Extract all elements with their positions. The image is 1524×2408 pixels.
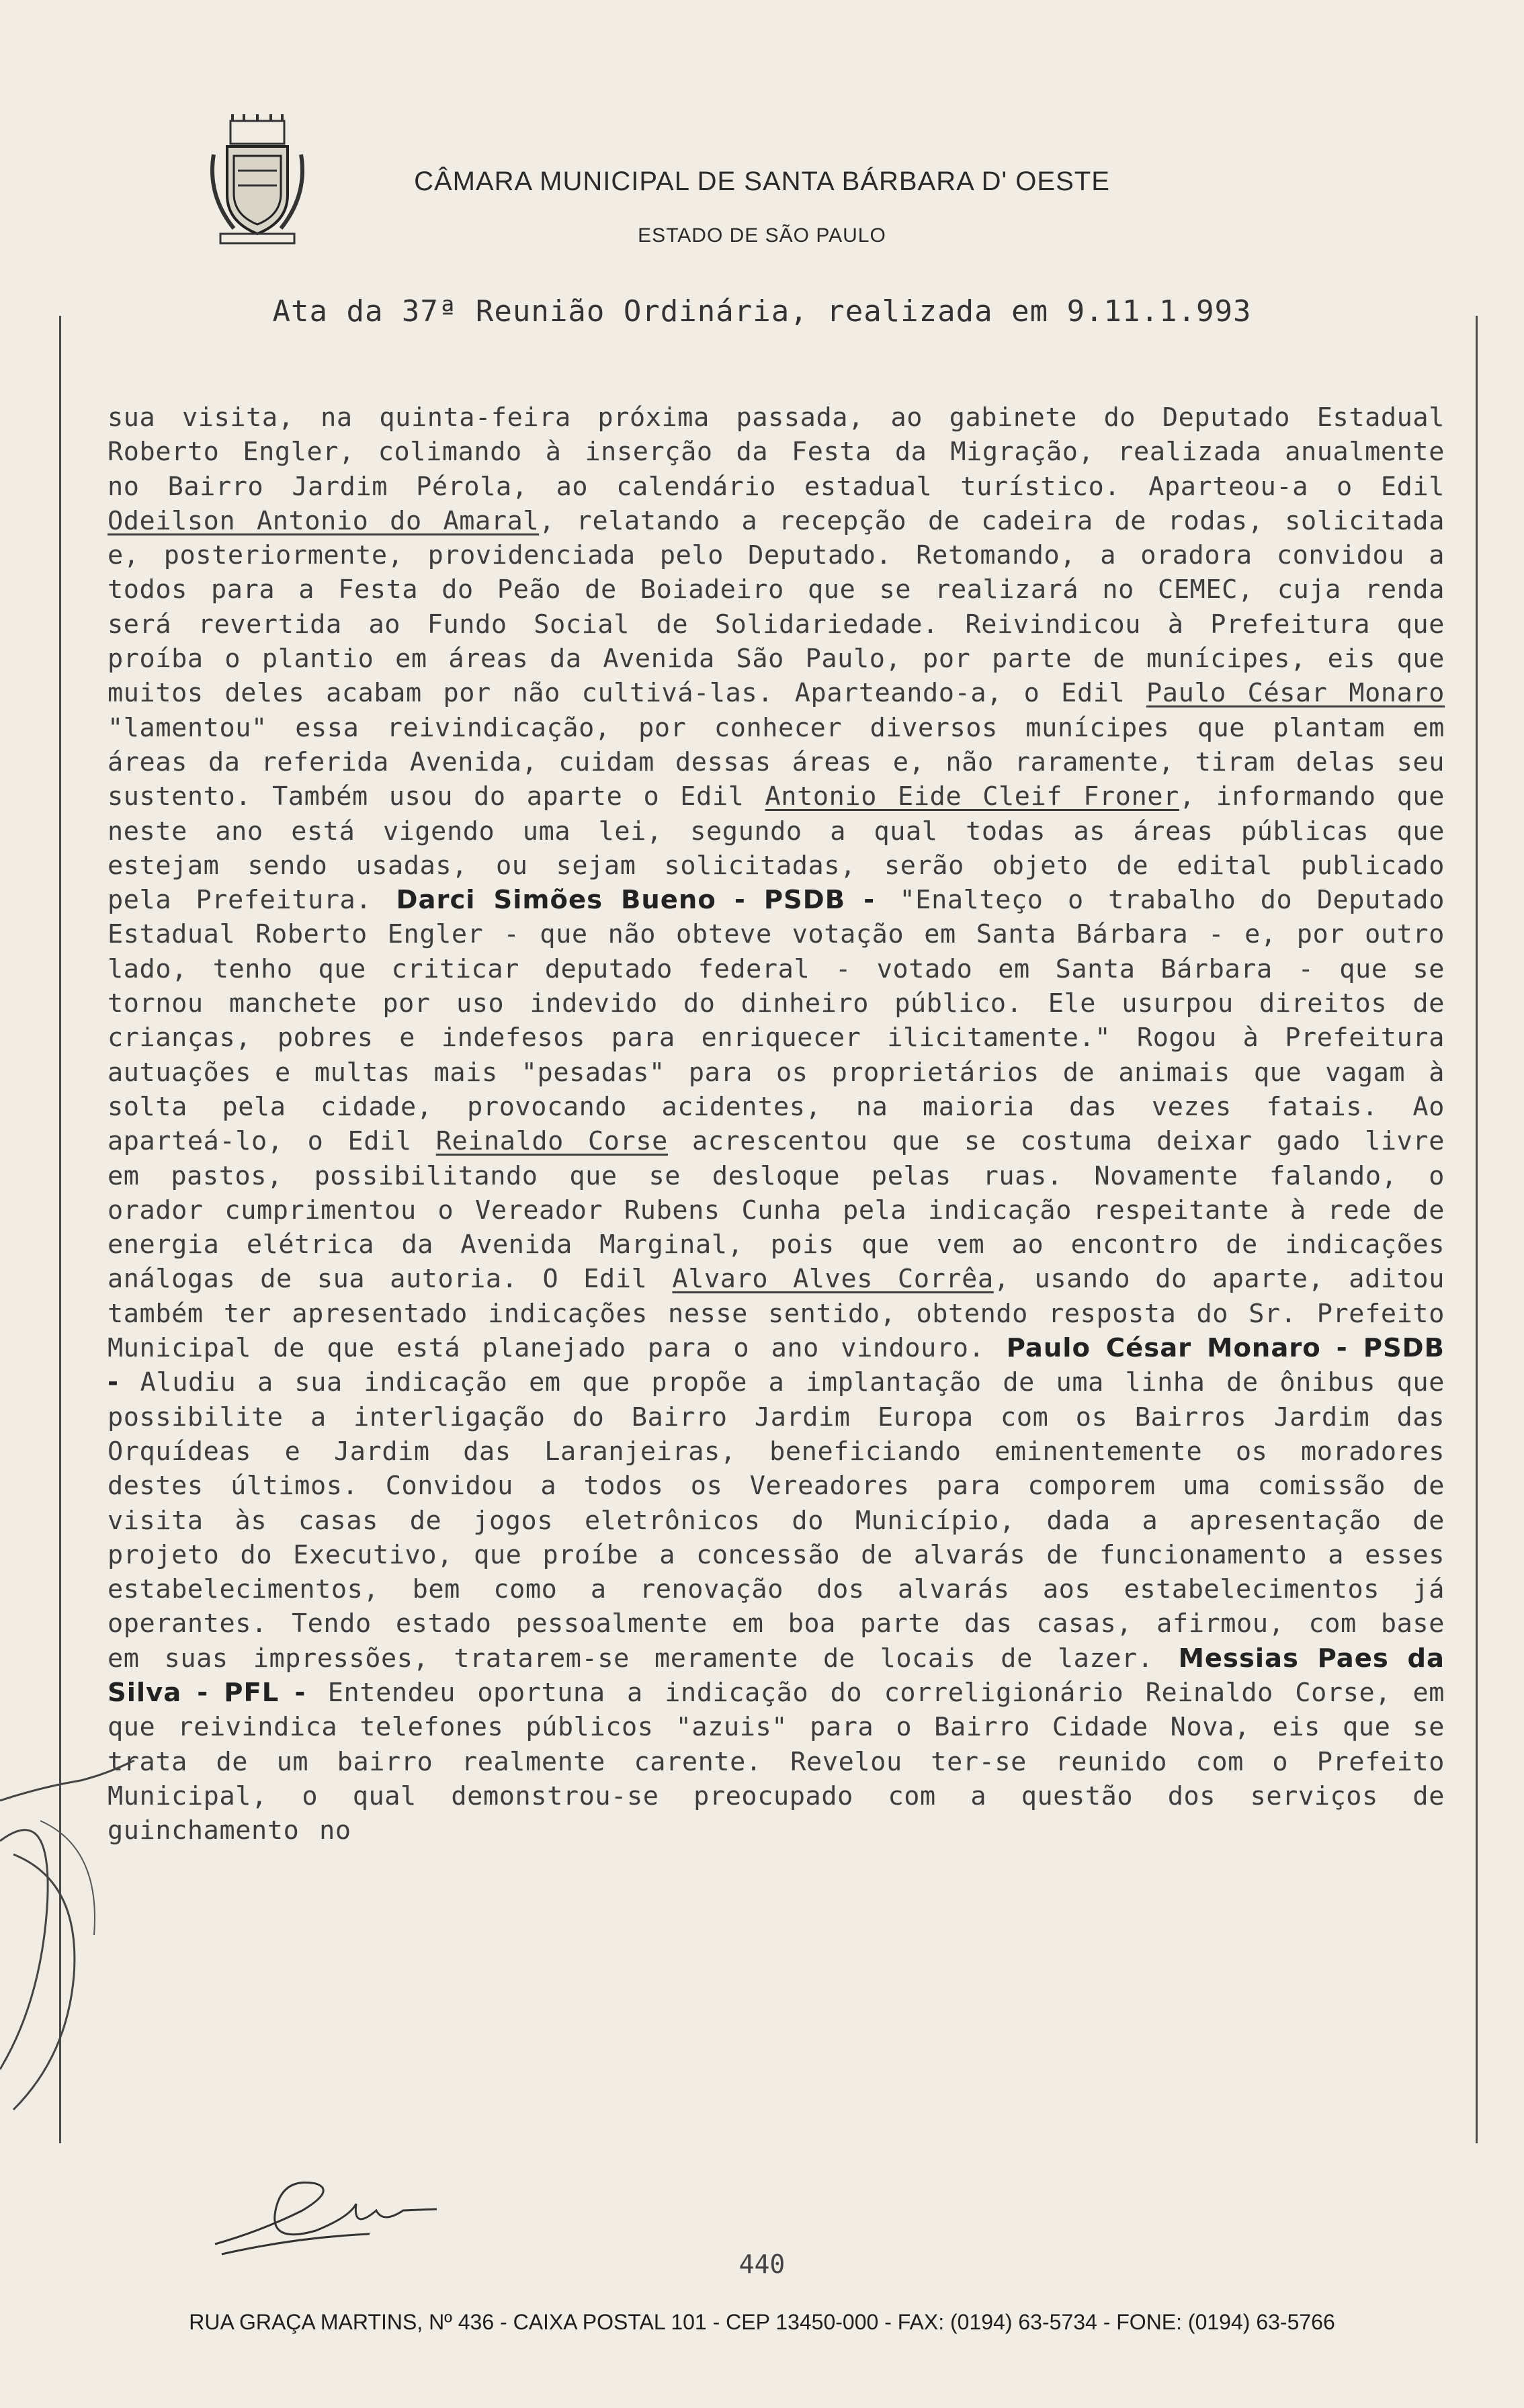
page-number: 440 — [738, 2249, 786, 2279]
minutes-body — [108, 400, 1445, 1848]
institution-name: CÂMARA MUNICIPAL DE SANTA BÁRBARA D' OESTE — [414, 167, 1110, 196]
margin-handwritten-initials — [0, 1760, 175, 2231]
right-margin-rule — [1476, 316, 1478, 2143]
speaker-heading: Paulo César Monaro - PSDB - — [108, 1333, 1445, 1398]
state-name: ESTADO DE SÃO PAULO — [638, 224, 886, 247]
body-text-segment: "Enalteço o trabalho do Deputado Estadual Roberto Engler - que não obteve votação em Santa Bárbara - e, por outro lado, tenho que criticar deputado federal - votado em Santa Bárbara - que se tornou manchete por uso indevido do dinheiro público. Ele usurpou direitos de crianças, pobres e indefesos para enriquecer ilicitamente." Rogou à Prefeitura autuações e multas mais "pesadas" para os proprietários de animais que vagam à solta pela cidade, provocando acidentes, na maioria das vezes fatais. Ao aparteá-lo, o Edil — [108, 885, 1445, 1157]
body-text-segment: , relatando a recepção de cadeira de rodas, solicitada e, posteriormente, providenciada pelo Deputado. Retomando, a oradora convidou a todos para a Festa do Peão de Boiadeiro que se realizará no CEMEC, cuja renda será revertida ao Fundo Social de Solidariedade. Reivindicou à Prefeitura que proíba o plantio em áreas da Avenida São Paulo, por parte de munícipes, eis que muitos deles acabam por não cultivá-las. Aparteando-a, o Edil — [108, 505, 1445, 709]
councilor-name: Odeilson Antonio do Amaral — [108, 505, 540, 536]
body-text-segment: Aludiu a sua indicação em que propõe a implantação de uma linha de ônibus que possibilite a interligação do Bairro Jardim Europa com os Bairros Jardim das Orquídeas e Jardim das Laranjeiras, beneficiando eminentemente os moradores destes últimos. Convidou a todos os Vereadores para comporem uma comissão de visita às casas de jogos eletrônicos do Município, dada a apresentação de projeto do Executivo, que proíbe a concessão de alvarás de funcionamento a esses estabelecimentos, bem como a renovação dos alvarás aos estabelecimentos já operantes. Tendo estado pessoalmente em boa parte das casas, afirmou, com base em suas impressões, tratarem-se meramente de locais de lazer. — [108, 1367, 1445, 1674]
councilor-name: Reinaldo Corse — [435, 1126, 668, 1157]
councilor-name: Antonio Eide Cleif Froner — [765, 781, 1179, 812]
footer-address: RUA GRAÇA MARTINS, Nº 436 - CAIXA POSTAL 101 - CEP 13450-000 - FAX: (0194) 63-5734 - FONE: (0194) 63-5766 — [189, 2310, 1335, 2334]
meeting-title: Ata da 37ª Reunião Ordinária, realizada em 9.11.1.993 — [272, 294, 1252, 329]
body-text-segment: , informando que neste ano está vigendo uma lei, segundo a qual todas as áreas públicas que estejam sendo usadas, ou sejam solicitadas, serão objeto de edital publicado pela Prefeitura. — [108, 781, 1445, 916]
speaker-heading: Messias Paes da Silva - PFL - — [108, 1643, 1445, 1708]
body-text-segment: sua visita, na quinta-feira próxima passada, ao gabinete do Deputado Estadual Roberto Engler, colimando à inserção da Festa da Migração, realizada anualmente no Bairro Jardim Pérola, ao calendário estadual turístico. Aparteou-a o Edil — [108, 402, 1445, 502]
body-text-segment: "lamentou" essa reivindicação, por conhecer diversos munícipes que plantam em áreas da referida Avenida, cuidam dessas áreas e, não raramente, tiram delas seu sustento. Também usou do aparte o Edil — [108, 712, 1445, 812]
body-text-segment: , usando do aparte, aditou também ter apresentado indicações nesse sentido, obtendo resposta do Sr. Prefeito Municipal de que está planejado para o ano vindouro. — [108, 1264, 1445, 1364]
speaker-heading: Darci Simões Bueno - PSDB - — [396, 885, 876, 916]
councilor-name: Alvaro Alves Corrêa — [672, 1264, 994, 1295]
councilor-name: Paulo César Monaro — [1146, 678, 1445, 709]
body-text-segment: Entendeu oportuna a indicação do correligionário Reinaldo Corse, em que reivindica telefones públicos "azuis" para o Bairro Cidade Nova, eis que se trata de um bairro realmente carente. Revelou ter-se reunido com o Prefeito Municipal, o qual demonstrou-se preocupado com a questão dos serviços de guinchamento no — [108, 1677, 1445, 1846]
body-text-segment: acrescentou que se costuma deixar gado livre em pastos, possibilitando que se desloque pelas ruas. Novamente falando, o orador cumprimentou o Vereador Rubens Cunha pela indicação respeitante à rede de energia elétrica da Avenida Marginal, pois que vem ao encontro de indicações análogas de sua autoria. O Edil — [108, 1126, 1445, 1295]
